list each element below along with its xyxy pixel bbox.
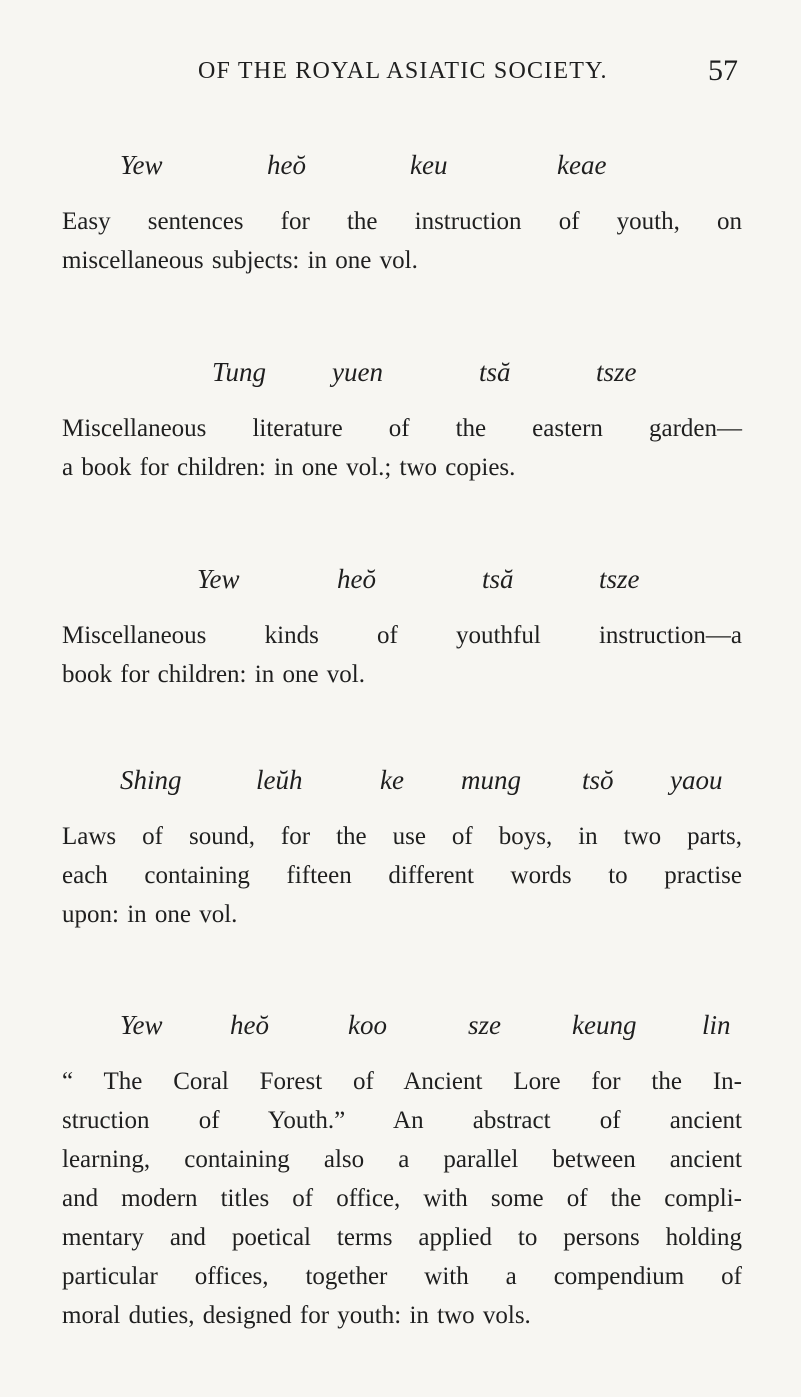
title-word: Yew xyxy=(120,1010,163,1040)
title-word: Yew xyxy=(120,150,163,180)
title-word: tsze xyxy=(599,564,640,594)
catalog-entry xyxy=(62,1010,742,1335)
description-line: learning, containing also a parallel between ancient xyxy=(62,1146,742,1173)
title-word: ke xyxy=(380,765,404,795)
romanized-title xyxy=(62,564,742,608)
romanized-title xyxy=(62,765,742,809)
title-word: sze xyxy=(468,1010,501,1040)
catalog-entry xyxy=(62,765,742,934)
title-word: keung xyxy=(572,1010,637,1040)
title-word: tsŏ xyxy=(582,765,614,795)
title-word: Shing xyxy=(120,765,182,795)
description-line: Miscellaneous kinds of youthful instruction—a xyxy=(62,622,742,649)
description-line: Easy sentences for the instruction of youth, on xyxy=(62,208,742,235)
title-word: keae xyxy=(557,150,607,180)
entry-description xyxy=(62,616,742,694)
description-line: miscellaneous subjects: in one vol. xyxy=(62,247,418,274)
title-word: yuen xyxy=(332,357,383,387)
entry-description xyxy=(62,817,742,934)
entry-description xyxy=(62,409,742,487)
title-word: mung xyxy=(461,765,521,795)
catalog-entry xyxy=(62,150,742,280)
description-line: struction of Youth.” An abstract of ancient xyxy=(62,1107,742,1134)
description-line: Laws of sound, for the use of boys, in two parts, xyxy=(62,823,742,850)
title-word: keu xyxy=(410,150,448,180)
romanized-title xyxy=(62,1010,742,1054)
title-word: heŏ xyxy=(337,564,376,594)
description-line: Miscellaneous literature of the eastern garden— xyxy=(62,415,742,442)
title-word: heŏ xyxy=(230,1010,269,1040)
description-line: “ The Coral Forest of Ancient Lore for the In- xyxy=(62,1068,742,1095)
running-head xyxy=(198,54,738,98)
romanized-title xyxy=(62,357,742,401)
title-word: yaou xyxy=(670,765,723,795)
title-word: Yew xyxy=(197,564,240,594)
romanized-title xyxy=(62,150,742,194)
title-word: Tung xyxy=(212,357,267,387)
title-word: tsă xyxy=(479,357,511,387)
description-line: particular offices, together with a compendium of xyxy=(62,1263,742,1290)
catalog-entry xyxy=(62,564,742,694)
entry-description xyxy=(62,1062,742,1335)
title-word: heŏ xyxy=(267,150,306,180)
running-title: OF THE ROYAL ASIATIC SOCIETY. xyxy=(198,58,608,84)
description-line: and modern titles of office, with some of the compli- xyxy=(62,1185,742,1212)
description-line: a book for children: in one vol.; two copies. xyxy=(62,454,516,481)
description-line: mentary and poetical terms applied to persons holding xyxy=(62,1224,742,1251)
description-line: each containing fifteen different words to practise xyxy=(62,862,742,889)
title-word: leŭh xyxy=(256,765,303,795)
title-word: tsze xyxy=(596,357,637,387)
description-line: moral duties, designed for youth: in two vols. xyxy=(62,1302,531,1329)
description-line: book for children: in one vol. xyxy=(62,661,365,688)
catalog-entry xyxy=(62,357,742,487)
title-word: tsă xyxy=(482,564,514,594)
entry-description xyxy=(62,202,742,280)
title-word: lin xyxy=(702,1010,731,1040)
title-word: koo xyxy=(348,1010,387,1040)
page-number: 57 xyxy=(708,54,738,87)
description-line: upon: in one vol. xyxy=(62,901,238,928)
